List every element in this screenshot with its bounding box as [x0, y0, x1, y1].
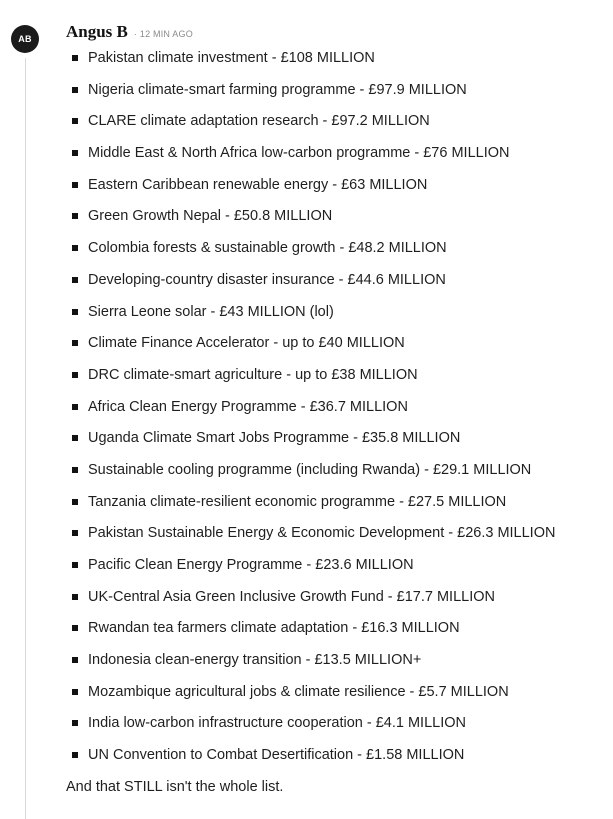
- list-item: [70, 302, 555, 334]
- list-item: [70, 80, 555, 112]
- list-item-text: Mozambique agricultural jobs & climate resilience - £5.7 MILLION: [88, 683, 509, 700]
- list-item: [70, 333, 555, 365]
- bullet-icon: [72, 594, 78, 600]
- comment-list: [70, 48, 555, 777]
- bullet-icon: [72, 625, 78, 631]
- bullet-icon: [72, 245, 78, 251]
- list-item: [70, 428, 555, 460]
- list-item: [70, 238, 555, 270]
- list-item: [70, 555, 555, 587]
- list-item-text: Sustainable cooling programme (including Rwanda) - £29.1 MILLION: [88, 461, 532, 478]
- list-item-text: UN Convention to Combat Desertification - £1.58 MILLION: [88, 747, 465, 764]
- bullet-icon: [72, 467, 78, 473]
- list-item: [70, 48, 555, 80]
- list-item-text: Indonesia clean-energy transition - £13.5 MILLION+: [88, 652, 422, 669]
- list-item-text: Climate Finance Accelerator - up to £40 MILLION: [88, 335, 405, 352]
- list-item-text: Rwandan tea farmers climate adaptation - £16.3 MILLION: [88, 620, 460, 637]
- list-item-text: Sierra Leone solar - £43 MILLION (lol): [88, 303, 334, 320]
- list-item: [70, 143, 555, 175]
- bullet-icon: [72, 657, 78, 663]
- list-item-text: DRC climate-smart agriculture - up to £38 MILLION: [88, 366, 418, 383]
- list-item-text: Colombia forests & sustainable growth - £48.2 MILLION: [88, 240, 447, 257]
- list-item: [70, 523, 555, 555]
- comment-header: [66, 22, 193, 42]
- list-item: [70, 460, 555, 492]
- bullet-icon: [72, 277, 78, 283]
- timestamp: 12 MIN AGO: [139, 29, 193, 39]
- bullet-icon: [72, 499, 78, 505]
- list-item-text: Eastern Caribbean renewable energy - £63 MILLION: [88, 176, 428, 193]
- list-item: [70, 111, 555, 143]
- bullet-icon: [72, 309, 78, 315]
- list-item-text: Green Growth Nepal - £50.8 MILLION: [88, 208, 333, 225]
- avatar[interactable]: [11, 25, 39, 53]
- list-item: [70, 682, 555, 714]
- bullet-icon: [72, 689, 78, 695]
- list-item: [70, 618, 555, 650]
- list-item: [70, 175, 555, 207]
- list-item: [70, 745, 555, 777]
- bullet-icon: [72, 150, 78, 156]
- list-item: [70, 587, 555, 619]
- comment-footer-text: And that STILL isn't the whole list.: [66, 779, 284, 795]
- bullet-icon: [72, 182, 78, 188]
- bullet-icon: [72, 562, 78, 568]
- bullet-icon: [72, 55, 78, 61]
- separator-dot: ·: [133, 29, 137, 39]
- list-item: [70, 397, 555, 429]
- bullet-icon: [72, 720, 78, 726]
- list-item-text: Nigeria climate-smart farming programme - £97.9 MILLION: [88, 81, 467, 98]
- list-item-text: Uganda Climate Smart Jobs Programme - £35.8 MILLION: [88, 430, 461, 447]
- bullet-icon: [72, 87, 78, 93]
- list-item: [70, 365, 555, 397]
- list-item-text: Pakistan Sustainable Energy & Economic Development - £26.3 MILLION: [88, 525, 556, 542]
- list-item: [70, 492, 555, 524]
- list-item-text: Tanzania climate-resilient economic programme - £27.5 MILLION: [88, 493, 507, 510]
- bullet-icon: [72, 372, 78, 378]
- author-name[interactable]: Angus B: [66, 22, 128, 41]
- list-item-text: Middle East & North Africa low-carbon programme - £76 MILLION: [88, 145, 510, 162]
- bullet-icon: [72, 530, 78, 536]
- bullet-icon: [72, 404, 78, 410]
- list-item: [70, 206, 555, 238]
- list-item: [70, 270, 555, 302]
- bullet-icon: [72, 340, 78, 346]
- bullet-icon: [72, 118, 78, 124]
- list-item-text: Pacific Clean Energy Programme - £23.6 MILLION: [88, 557, 414, 573]
- list-item: [70, 650, 555, 682]
- list-item-text: India low-carbon infrastructure cooperation - £4.1 MILLION: [88, 715, 466, 732]
- bullet-icon: [72, 435, 78, 441]
- thread-line: [25, 58, 26, 819]
- list-item-text: CLARE climate adaptation research - £97.2 MILLION: [88, 113, 430, 130]
- avatar-initials: AB: [18, 34, 32, 44]
- bullet-icon: [72, 213, 78, 219]
- bullet-icon: [72, 752, 78, 758]
- list-item-text: UK-Central Asia Green Inclusive Growth Fund - £17.7 MILLION: [88, 588, 495, 605]
- list-item: [70, 713, 555, 745]
- list-item-text: Pakistan climate investment - £108 MILLION: [88, 50, 375, 66]
- list-item-text: Africa Clean Energy Programme - £36.7 MILLION: [88, 398, 408, 415]
- list-item-text: Developing-country disaster insurance - £44.6 MILLION: [88, 271, 446, 288]
